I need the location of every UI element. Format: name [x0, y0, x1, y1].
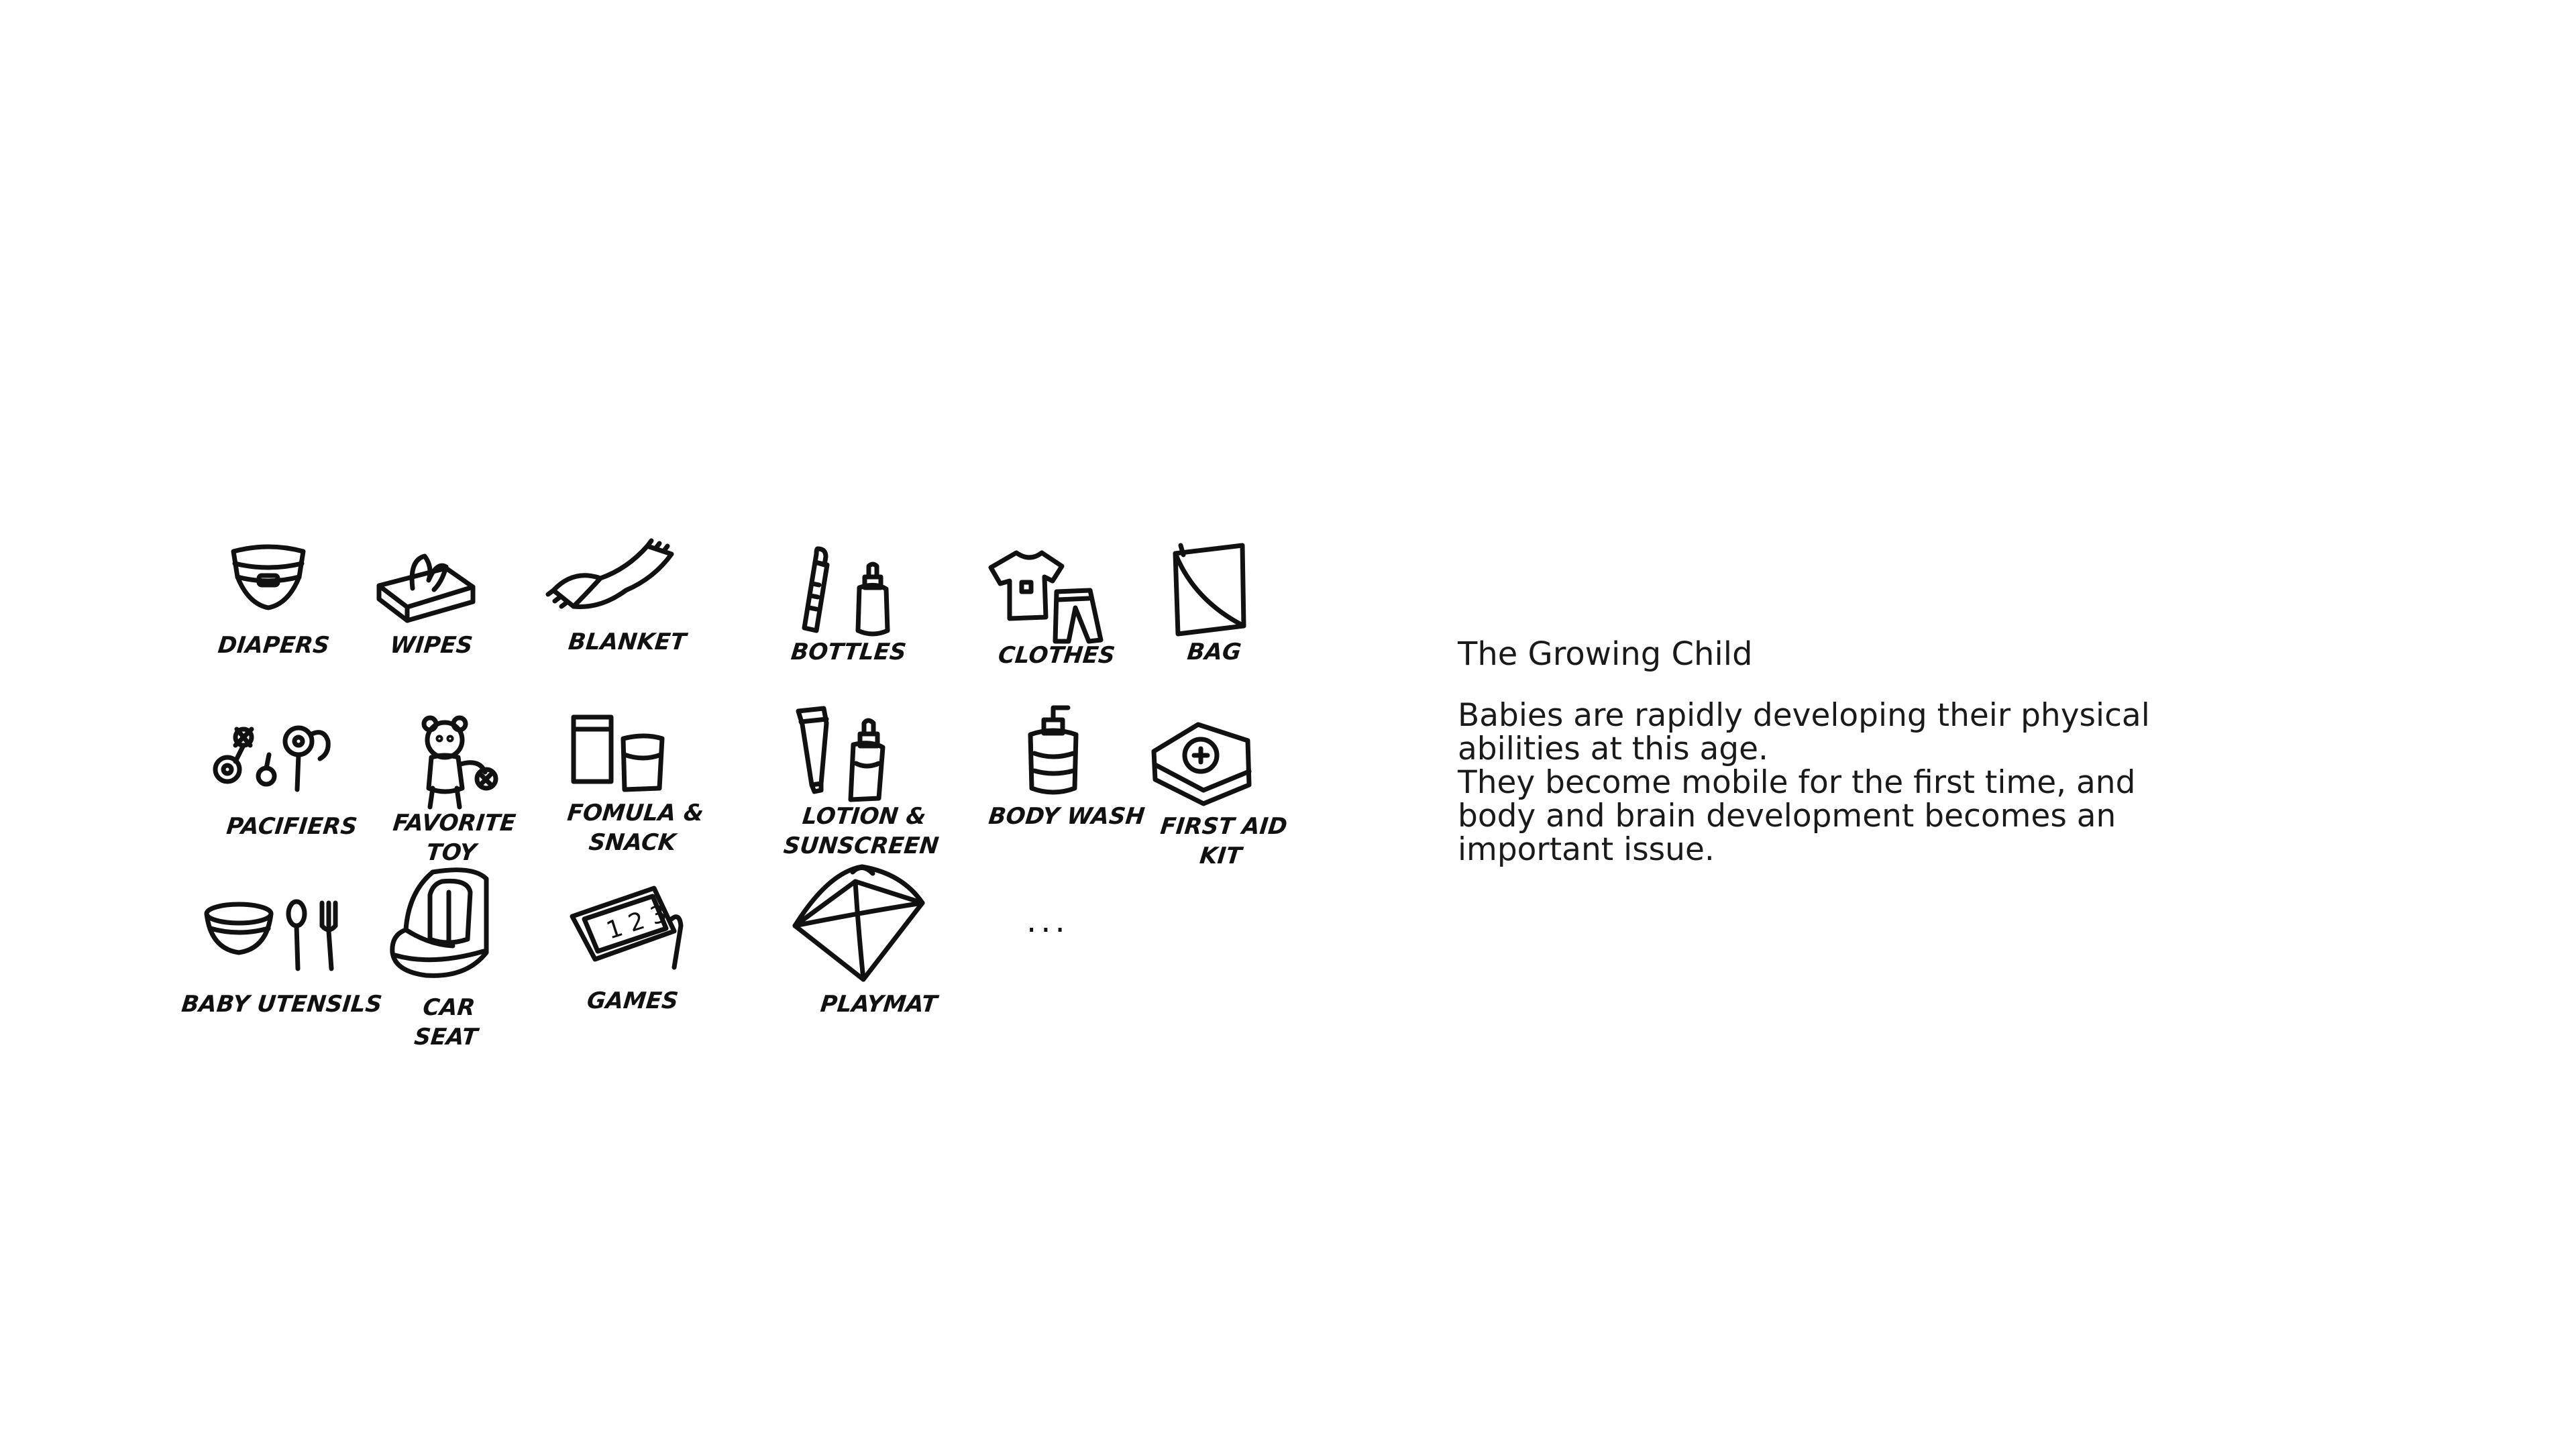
item-lotion-sunscreen — [782, 704, 941, 859]
label-car-seat-2: SEAT — [413, 1024, 479, 1051]
label-favorite-toy-1: FAVORITE — [391, 810, 517, 837]
body-line-2: abilities at this age. — [1458, 731, 1769, 767]
formula-container-icon — [567, 708, 667, 795]
label-diapers: DIAPERS — [216, 632, 331, 659]
body-line-1: Babies are rapidly developing their physical — [1458, 697, 2150, 734]
pump-bottle-icon — [1020, 701, 1087, 795]
body-line-5: important issue. — [1458, 831, 1715, 868]
slide-title: The Growing Child — [1458, 635, 1753, 673]
more-items-ellipsis: ... — [1026, 902, 1069, 940]
label-pacifiers: PACIFIERS — [225, 813, 359, 840]
item-car-seat — [386, 865, 500, 1051]
bottles-icon — [795, 543, 902, 637]
label-baby-utensils: BABY UTENSILS — [180, 991, 384, 1018]
label-formula-snack-1: FOMULA & — [566, 800, 705, 826]
teddy-bear-icon — [406, 714, 500, 808]
label-formula-snack-2: SNACK — [587, 829, 678, 856]
item-bottles — [790, 543, 908, 665]
item-diapers — [216, 537, 331, 659]
label-first-aid-kit-1: FIRST AID — [1159, 813, 1289, 840]
bag-icon — [1167, 540, 1254, 641]
label-favorite-toy-2: TOY — [425, 839, 478, 866]
label-playmat: PLAYMAT — [819, 991, 938, 1018]
pacifier-icon — [205, 714, 339, 795]
label-bag: BAG — [1185, 639, 1243, 665]
body-line-4: body and brain development becomes an — [1458, 798, 2116, 835]
tablet-game-icon — [567, 879, 688, 973]
item-favorite-toy — [391, 714, 517, 866]
first-aid-kit-icon — [1147, 718, 1254, 805]
label-lotion-sunscreen-1: LOTION & — [801, 803, 928, 830]
car-seat-icon — [386, 865, 500, 986]
label-body-wash: BODY WASH — [987, 803, 1146, 830]
bowl-spoon-fork-icon — [201, 899, 349, 979]
lotion-tube-icon — [792, 704, 892, 805]
play-tent-icon — [788, 859, 929, 986]
label-wipes: WIPES — [388, 632, 474, 659]
item-blanket — [547, 537, 688, 655]
body-line-3: They become mobile for the first time, and — [1458, 764, 2136, 801]
svg-text:1 2 3: 1 2 3 — [603, 900, 670, 945]
blanket-icon — [547, 537, 681, 617]
label-lotion-sunscreen-2: SUNSCREEN — [782, 833, 941, 859]
text-panel — [1458, 633, 2330, 867]
item-wipes — [372, 547, 480, 659]
slide-body — [1458, 699, 2330, 867]
item-body-wash — [987, 701, 1146, 830]
label-clothes: CLOTHES — [997, 642, 1116, 669]
label-car-seat-1: CAR — [421, 994, 477, 1021]
clothes-icon — [983, 543, 1110, 644]
label-blanket: BLANKET — [567, 629, 688, 655]
label-first-aid-kit-2: KIT — [1198, 843, 1243, 869]
item-formula-snack — [566, 708, 705, 856]
item-games — [567, 879, 688, 1014]
item-pacifiers — [205, 714, 359, 840]
item-first-aid-kit — [1147, 718, 1289, 869]
item-clothes — [983, 543, 1116, 669]
item-bag — [1167, 540, 1254, 665]
item-baby-utensils — [180, 899, 384, 1018]
wipes-icon — [372, 547, 480, 627]
diaper-icon — [221, 537, 315, 624]
item-playmat — [788, 859, 938, 1018]
label-bottles: BOTTLES — [790, 639, 908, 665]
label-games: GAMES — [586, 987, 680, 1014]
